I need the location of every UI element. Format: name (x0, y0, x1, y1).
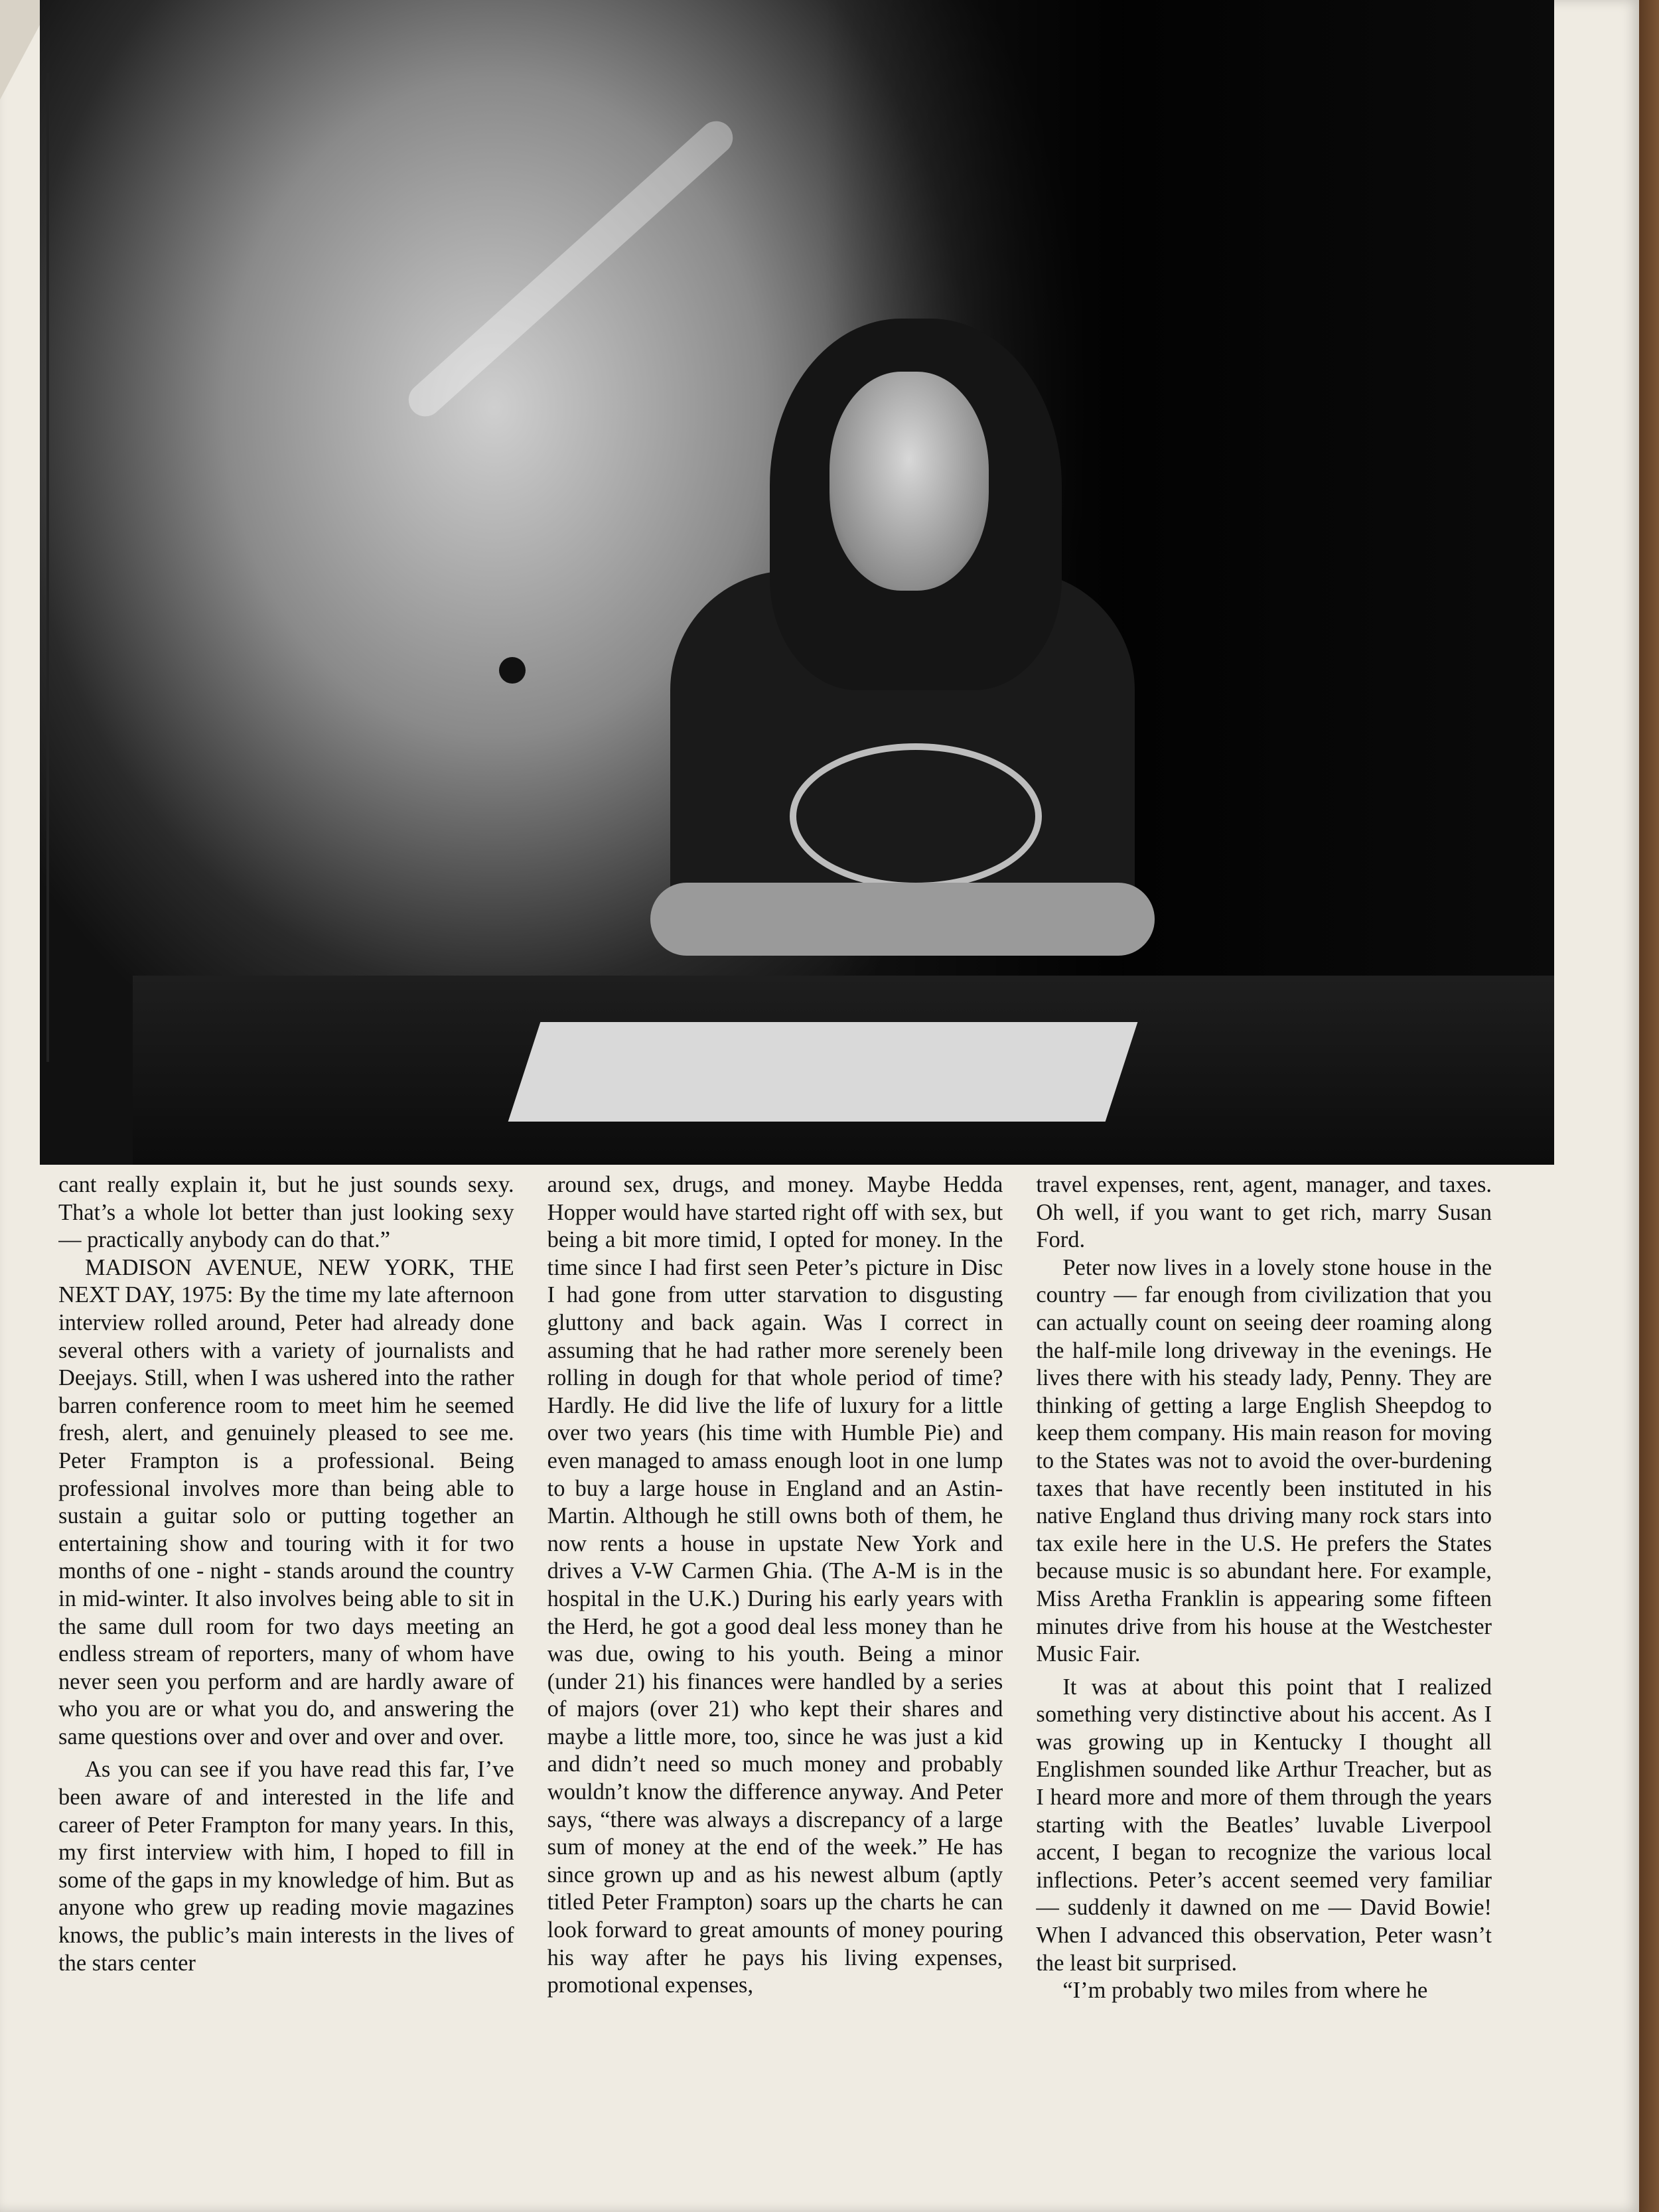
article-body (58, 1171, 1492, 2134)
wall-poster (401, 114, 739, 423)
subject-arm (650, 883, 1155, 956)
article-column-1 (58, 1171, 514, 2134)
interview-photo (40, 0, 1554, 1165)
photo-border (46, 73, 49, 1062)
paragraph: travel expenses, rent, agent, manager, and taxes. Oh well, if you want to get rich, marry Susan Ford. (1036, 1172, 1492, 1253)
wall-fixture (499, 657, 526, 684)
paragraph: “I’m probably two miles from where he (1062, 1978, 1428, 2004)
article-column-2 (547, 1171, 1003, 2134)
paragraph: around sex, drugs, and money. Maybe Hedda Hopper would have started right off with sex, but being a bit more timid, I opted for money. In the time since I had first seen Peter’s picture in Disc I had gone from utter starvation to disgusting gluttony and back again. Was I correct in assuming that he had rather more serenely been rolling in dough for that whole period of time? Hardly. He did live the life of luxury for a little over two years (his time with Humble Pie) and even managed to amass enough loot in one lump to buy a large house in England and an Astin-Martin. Although he still owns both of them, he now rents a house in upstate New York and drives a V-W Carmen Ghia. (The A-M is in the hospital in the U.K.) During his early years with the Herd, he got a good deal less money than he was due, owing to his youth. Being a minor (under 21) his finances were handled by a series of majors (over 21) who kept their shares and maybe a little more, too, since he was just a kid and didn’t need so much money and probably wouldn’t know the difference anyway. And Peter says, “there was always a discrepancy of a large sum of money at the end of the week.” He has since grown up and as his newest album (aptly titled Peter Frampton) soars up the charts he can look forward to great amounts of money pouring his way after he pays his living expenses, promotional expenses, (547, 1172, 1003, 1998)
paragraph: MADISON AVENUE, NEW YORK, THE NEXT DAY, 1975: By the time my late afternoon interview rolled around, Peter had already done several others with a variety of journalists and Deejays. Still, when I was ushered into the rather barren conference room to meet him he seemed fresh, alert, and genuinely pleased to see me. Peter Frampton is a professional. Being professional involves more than being able to sustain a guitar solo or putting together an entertaining show and touring with it for two months of one - night - stands around the country in mid-winter. It also involves being able to sit in the same dull room for two days meeting an endless stream of reporters, many of whom have never seen you perform and are hardly aware of who you are or what you do, and answering the same questions over and over and over and over. (58, 1254, 514, 1749)
desk-papers (508, 1022, 1138, 1122)
table-surface (1639, 0, 1659, 2212)
paragraph: cant really explain it, but he just sounds sexy. That’s a whole lot better than just looking sexy — practically anybody can do that.” (58, 1172, 514, 1253)
paragraph: Peter now lives in a lovely stone house in the country — far enough from civilization that you can actually count on seeing deer roaming along the half-mile long driveway in the evenings. He lives there with his steady lady, Penny. They are thinking of getting a large English Sheepdog to keep them company. His main reason for moving to the States was not to avoid the over-burdening taxes that have recently been instituted in his native England thus driving many rock stars into tax exile here in the U.S. He prefers the States because music is so abundant here. For example, Miss Aretha Franklin is appearing some fifteen minutes drive from his house at the Westchester Music Fair. (1036, 1254, 1492, 1667)
subject-face (830, 372, 989, 591)
paragraph: It was at about this point that I realized something very distinctive about his accent. As I was growing up in Kentucky I thought all Englishmen sounded like Arthur Treacher, but as I heard more and more of them through the years starting with the Beatles’ luvable Liverpool accent, I began to recognize the various local inflections. Peter’s accent seemed very familiar — suddenly it dawned on me — David Bowie! When I advanced this observation, Peter wasn’t the least bit surprised. (1036, 1674, 1492, 1976)
shirt-graphic (790, 743, 1042, 889)
paragraph: As you can see if you have read this far, I’ve been aware of and interested in the life and career of Peter Frampton for many years. In this, my first interview with him, I hoped to fill in some of the gaps in my knowledge of him. But as anyone who grew up reading movie magazines knows, the public’s main interests in the lives of the stars center (58, 1757, 514, 1976)
article-column-3 (1036, 1171, 1492, 2134)
